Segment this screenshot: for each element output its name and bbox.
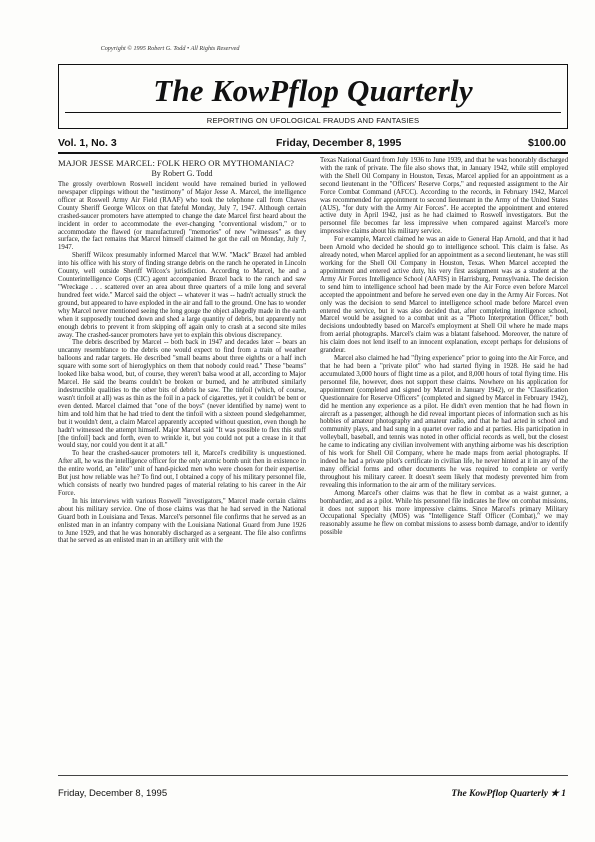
masthead-divider <box>65 112 561 113</box>
article-paragraph: Texas National Guard from July 1936 to June 1939, and that he was honorably discharged with the rank of private. The file also shows that, in January 1942, while still employed with the Shell Oil Company in Houston, Texas, Marcel applied for an appointment as a second lieutenant in the "Officers' Reserve Corps," and requested assignment to the Air Force Combat Command (AFCC). According to the records, in February 1942, Marcel was recommended for appointment to second lieutenant in the Army of the United States (AUS), "for duty with the Army Air Forces". He accepted the appointment and entered active duty in April 1942, just as he had claimed to Roswell investigators. But the personnel file becomes far less impressive when compared against Marcel's more impressive claims about his military service. <box>320 157 568 236</box>
masthead-title: The KowPflop Quarterly <box>153 73 473 108</box>
issue-info-row <box>58 137 568 151</box>
issue-date: Friday, December 8, 1995 <box>276 137 402 149</box>
article-column-left <box>58 158 306 545</box>
issue-volume: Vol. 1, No. 3 <box>58 137 117 149</box>
article-paragraph: For example, Marcel claimed he was an aide to General Hap Arnold, and that it had been Arnold who decided he should go to intelligence school. This claim is false. As already noted, when Marcel applied for an appointment as a second lieutenant, he was still working for the Shell Oil Company in Houston, Texas. When Marcel accepted the appointment and entered active duty, his very first assignment was as a student at the Army Air Forces Intelligence School (AAFIS) in Harrisburg, Pennsylvania. The decision to send him to intelligence school had been made by the Air Force even before Marcel accepted the appointment and before he served even one day in the Army Air Forces. Not only was the decision to send Marcel to intelligence school made before Marcel even entered the service, but it was also decided that, after completing intelligence school, Marcel would be assigned to a combat unit as a "Photo Interpretation Officer," both decisions undoubtedly based on Marcel's employment at Shell Oil where he made maps from aerial photographs. Marcel's claim was a blatant falsehood. Moreover, the nature of his claim does not lend itself to an innocent explanation, except perhaps for delusions of grandeur. <box>320 236 568 355</box>
copyright-notice: Copyright © 1995 Robert G. Todd • All Rights Reserved <box>100 45 240 52</box>
article-paragraph: The grossly overblown Roswell incident would have remained buried in yellowed newspaper clippings without the "testimony" of Major Jesse A. Marcel, the intelligence officer at Roswell Army Air Field (RAAF) who took the telephone call from Chaves County Sheriff George Wilcox on that fateful Monday, July 7, 1947. Although certain crashed-saucer promoters have attempted to change the date Marcel first heard about the incident in order to accommodate the ever-changing "conventional wisdom," or to accommodate the flawed (or manufactured) "memories" of new "witnesses" as they surface, the fact remains that Marcel himself claimed he got the call on Monday, July 7, 1947. <box>58 181 306 252</box>
footer-date: Friday, December 8, 1995 <box>58 788 168 799</box>
masthead <box>58 64 568 129</box>
article-paragraph: Among Marcel's other claims was that he flew in combat as a waist gunner, a bombardier, and as a pilot. While his personnel file indicates he flew on combat missions, it does not support his more impressive claims. Since Marcel's primary Military Occupational Specialty (MOS) was "Intelligence Staff Officer (Combat)," we may reasonably assume he flew on combat missions to assess bomb damage, and/or to identify possible <box>320 489 568 537</box>
issue-divider <box>58 152 568 154</box>
article-paragraph: Marcel also claimed he had "flying experience" prior to going into the Air Force, and that he had been a "private pilot" who had started flying in 1928. He said he had accumulated 3,000 hours of flight time as a pilot, and 8,000 hours of total flying time. His personnel file, however, does not support these claims. Nowhere on his application for appointment (completed and signed by Marcel in January 1942), or the "Classification Questionnaire for Reserve Officers" (completed and signed by Marcel in February 1942), did he mention any experience as a pilot. He didn't even mention that he had flown in aircraft as a passenger, although he did reveal important pieces of information such as his hobbies of amateur photography and amateur radio, and that he had acted in school and community plays, and had sung in a quartet over radio and at parties. His participation in volleyball, baseball, and tennis was noted in other official records as well, but the closest he came to indicating any civilian involvement with anything airborne was his description of his work for Shell Oil Company, where he made maps from aerial photographs. If indeed he had a private pilot's certificate in civilian life, he never hinted at it in any of the many official forms and other documents he was required to complete or verify throughout his military career. It doesn't seem likely that modesty prevented him from revealing this information to the air arm of the military services. <box>320 355 568 489</box>
article-paragraph: The debris described by Marcel -- both back in 1947 and decades later -- bears an uncanny resemblance to the debris one would expect to find from a train of weather balloons and radar targets. He described "small beams about three eighths or a half inch square with some sort of hieroglyphics on them that nobody could read." These "beams" looked like balsa wood, but, of course, they weren't balsa wood at all, according to Major Marcel. He said the beams couldn't be broken or burned, and he attributed similarly indestructible qualities to the other bits of debris he saw. The tinfoil (which, of course, wasn't tinfoil at all) was as thin as the foil in a pack of cigarettes, yet it couldn't be bent or even dented. Marcel claimed that "one of the boys" (never identified by name) went to him and told him that he had tried to dent the tinfoil with a sixteen pound sledgehammer, but it wouldn't dent, a claim Marcel apparently accepted without question, even though he hadn't witnessed the attempt himself. Major Marcel said "It was possible to flex this stuff [the tinfoil] back and forth, even to wrinkle it, but you could not put a crease in it that would stay, nor could you dent it at all." <box>58 339 306 450</box>
article-byline: By Robert G. Todd <box>151 169 213 178</box>
article-paragraph: Sheriff Wilcox presumably informed Marcel that W.W. "Mack" Brazel had ambled into his office with his story of finding strange debris on the ranch he operated in Lincoln County, well outside Sheriff Wilcox's jurisdiction. According to Marcel, he and a Counterintelligence Corps (CIC) agent accompanied Brazel back to the ranch and saw "Wreckage . . . scattered over an area about three quarters of a mile long and several hundred feet wide." Marcel said the object -- whatever it was -- hadn't actually struck the ground, but appeared to have exploded in the air and fall to the ground. One has to wonder why Marcel never mentioned seeing the long gouge the object allegedly made in the earth when it supposedly touched down and shed a large quantity of debris, but apparently not enough debris to prevent it from skipping off again only to crash at a second site miles away. The crashed-saucer promoters have yet to explain this obvious discrepancy. <box>58 252 307 339</box>
article-paragraph: In his interviews with various Roswell "investigators," Marcel made certain claims about his military service. One of those claims was that he had served in the National Guard both in Louisiana and Texas. Marcel's personnel file confirms that he served as an enlisted man in an infantry company with the Louisiana National Guard from June 1926 to June 1929, and that he was honorably discharged as a sergeant. The file also confirms that he served as an enlisted man in an artillery unit with the <box>58 497 306 545</box>
masthead-subtitle: REPORTING ON UFOLOGICAL FRAUDS AND FANTASIES <box>206 116 420 125</box>
article-headline: MAJOR JESSE MARCEL: FOLK HERO OR MYTHOMANIAC? <box>58 158 295 168</box>
footer-divider <box>58 775 568 776</box>
article-paragraph: To hear the crashed-saucer promoters tell it, Marcel's credibility is unquestioned. After all, he was the intelligence officer for the only atomic bomb unit then in existence in the entire world, an "elite" unit of hand-picked men who were chosen for their expertise. But just how reliable was he? To find out, I obtained a copy of his military personnel file, which consists of nearly two hundred pages of material relating to his career in the Air Force. <box>58 450 306 497</box>
article-column-right <box>320 157 568 537</box>
issue-price: $100.00 <box>528 137 566 149</box>
footer-publication: The KowPflop Quarterly ★ 1 <box>451 789 566 799</box>
